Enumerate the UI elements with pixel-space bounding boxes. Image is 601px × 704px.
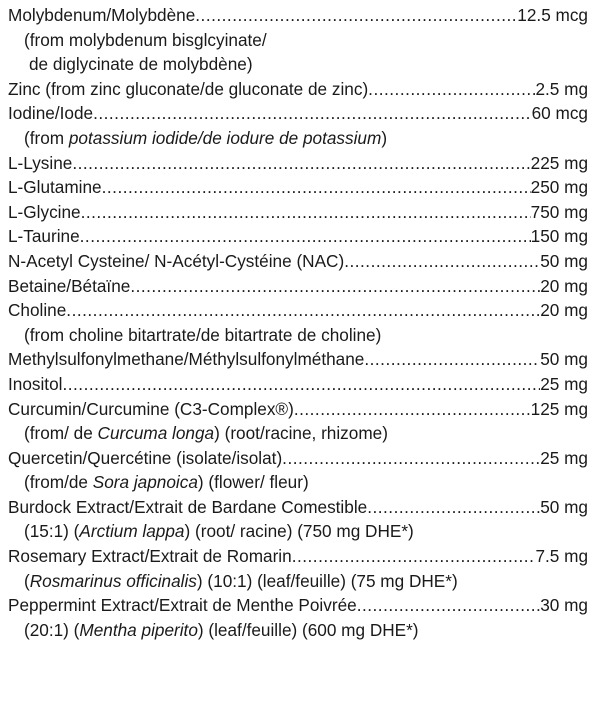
ingredient-row [8, 544, 588, 569]
ingredient-name: L-Taurine [8, 226, 80, 247]
ingredient-amount: 7.5 mg [535, 546, 588, 567]
note-text: (from molybdenum bisglcyinate/ [24, 29, 267, 50]
dot-leader [367, 495, 540, 520]
note-text: ) (root/racine, rhizome) [214, 423, 388, 444]
note-text: de diglycinate de molybdène) [29, 54, 253, 75]
ingredient-row [8, 274, 588, 299]
ingredient-row [8, 249, 588, 274]
ingredient-source-note [8, 618, 588, 643]
ingredient-amount: 60 mcg [531, 103, 588, 124]
ingredient-source-note [8, 28, 588, 53]
ingredient-row [8, 372, 588, 397]
dot-leader [292, 544, 536, 569]
dot-leader [130, 274, 540, 299]
ingredient-name: Molybdenum/Molybdène [8, 5, 196, 25]
ingredient-name: Choline [8, 300, 67, 321]
ingredient-name: Curcumin/Curcumine (C3-Complex®) [8, 398, 294, 419]
note-text: ) (10:1) (leaf/feuille) (75 mg DHE*) [196, 570, 458, 591]
ingredient-list [8, 3, 588, 642]
dot-leader [195, 3, 517, 28]
ingredient-source-note [8, 470, 588, 495]
ingredient-source-note [8, 126, 588, 151]
ingredient-source-note [8, 52, 588, 77]
note-text: ( [24, 570, 30, 591]
dot-leader [93, 101, 532, 126]
ingredient-row [8, 101, 588, 126]
dot-leader [368, 77, 535, 102]
ingredient-name: N-Acetyl Cysteine/ N-Acétyl-Cystéine (NAC) [8, 250, 345, 271]
ingredient-amount: 125 mg [530, 398, 588, 419]
dot-leader [62, 372, 540, 397]
ingredient-amount: 20 mg [540, 275, 588, 296]
ingredient-name: Inositol [8, 373, 63, 394]
ingredient-row [8, 151, 588, 176]
ingredient-name: L-Lysine [8, 152, 73, 173]
ingredient-name: L-Glutamine [8, 177, 102, 198]
ingredient-amount: 20 mg [540, 300, 588, 321]
ingredient-amount: 30 mg [540, 595, 588, 616]
note-text: ) (root/ racine) (750 mg DHE*) [184, 521, 414, 542]
ingredient-amount: 50 mg [540, 496, 588, 517]
latin-name-text: Rosmarinus officinalis [29, 570, 197, 591]
ingredient-row [8, 200, 588, 225]
ingredient-row [8, 347, 588, 372]
ingredient-amount: 750 mg [530, 201, 588, 222]
ingredient-row [8, 3, 588, 28]
ingredient-name: Iodine/Iode [8, 103, 94, 124]
ingredient-amount: 50 mg [540, 250, 588, 271]
ingredient-name: Zinc (from zinc gluconate/de gluconate de zinc) [8, 78, 369, 99]
latin-name-text: Arctium lappa [79, 521, 185, 542]
note-text: (from choline bitartrate/de bitartrate de choline) [24, 324, 382, 345]
dot-leader [344, 249, 540, 274]
dot-leader [357, 593, 541, 618]
ingredient-row [8, 397, 588, 422]
note-text: (from [24, 127, 69, 148]
note-text: (from/de [24, 472, 93, 493]
ingredient-amount: 12.5 mcg [517, 5, 588, 25]
ingredient-name: Burdock Extract/Extrait de Bardane Comestible [8, 496, 368, 517]
ingredient-amount: 2.5 mg [535, 78, 588, 99]
ingredient-source-note [8, 323, 588, 348]
latin-name-text: Sora japnoica [92, 472, 198, 493]
latin-name-text: potassium iodide/de iodure de potassium [68, 127, 382, 148]
ingredient-amount: 225 mg [530, 152, 588, 173]
ingredient-source-note [8, 569, 588, 594]
dot-leader [66, 298, 540, 323]
ingredient-row [8, 175, 588, 200]
note-text: ) (leaf/feuille) (600 mg DHE*) [197, 619, 419, 640]
dot-leader [72, 151, 530, 176]
latin-name-text: Mentha piperito [79, 619, 198, 640]
note-text: ) [381, 127, 388, 148]
ingredient-name: Quercetin/Quercétine (isolate/isolat) [8, 447, 283, 468]
dot-leader [102, 175, 531, 200]
ingredient-row [8, 593, 588, 618]
ingredient-name: Betaine/Bétaïne [8, 275, 131, 296]
ingredient-name: Rosemary Extract/Extrait de Romarin [8, 546, 292, 567]
ingredient-name: Methylsulfonylmethane/Méthylsulfonylméthane [8, 349, 365, 370]
ingredient-name: L-Glycine [8, 201, 81, 222]
ingredient-name: Peppermint Extract/Extrait de Menthe Poivrée [8, 595, 357, 616]
ingredient-amount: 25 mg [540, 447, 588, 468]
note-text: (20:1) ( [24, 619, 80, 640]
ingredient-row [8, 224, 588, 249]
note-text: (from/ de [24, 423, 98, 444]
note-text: ) (flower/ fleur) [197, 472, 309, 493]
dot-leader [80, 224, 531, 249]
note-text: (15:1) ( [24, 521, 80, 542]
ingredient-amount: 25 mg [540, 373, 588, 394]
ingredient-amount: 150 mg [530, 226, 588, 247]
dot-leader [81, 200, 531, 225]
dot-leader [294, 397, 531, 422]
dot-leader [282, 446, 540, 471]
ingredient-row [8, 298, 588, 323]
dot-leader [364, 347, 540, 372]
ingredient-amount: 50 mg [540, 349, 588, 370]
ingredient-row [8, 446, 588, 471]
ingredient-source-note [8, 421, 588, 446]
ingredient-source-note [8, 519, 588, 544]
latin-name-text: Curcuma longa [97, 423, 215, 444]
ingredient-row [8, 77, 588, 102]
ingredient-amount: 250 mg [530, 177, 588, 198]
ingredient-row [8, 495, 588, 520]
